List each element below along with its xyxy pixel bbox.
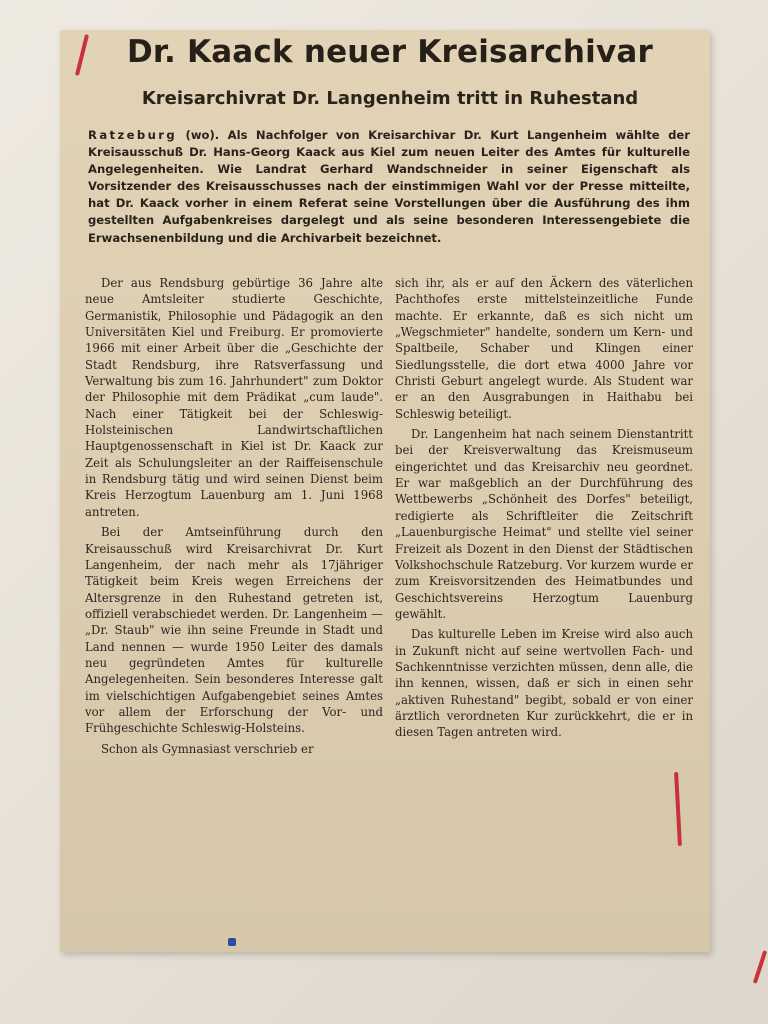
- paragraph: Das kulturelle Leben im Kreise wird also auch in Zukunft nicht auf seine wertvollen Fach- und Sachkenntnisse verzichten müssen, denn alle, die ihn kennen, wissen, daß er sich in einen sehr „aktiven Ruhestand" begibt, sobald er von einer ärztlich verordneten Kur zurückkehrt, die er in diesen Tagen antreten wird.: [395, 627, 693, 740]
- newspaper-clipping: [60, 30, 710, 952]
- blue-pen-mark: [228, 938, 236, 946]
- lead-paragraph: [88, 127, 690, 247]
- paragraph: Der aus Rendsburg gebürtige 36 Jahre alte neue Amtsleiter studierte Geschichte, Germanistik, Philosophie und Pädagogik an den Universitäten Kiel und Freiburg. Er promovierte 1966 mit einer Arbeit über die „Geschichte der Stadt Rendsburg, ihre Ratsverfassung und Verwaltung bis zum 16. Jahrhundert" zum Doktor der Philosophie mit dem Prädikat „cum laude". Nach einer Tätigkeit bei der Schleswig-Holsteinischen Landwirtschaftlichen Hauptgenossenschaft in Kiel ist Dr. Kaack zur Zeit als Schulungsleiter an der Raiffeisenschule in Rendsburg tätig und wird seinen Dienst beim Kreis Herzogtum Lauenburg am 1. Juni 1968 antreten.: [85, 276, 383, 519]
- paragraph: Bei der Amtseinführung durch den Kreisausschuß wird Kreisarchivrat Dr. Kurt Langenheim, der nach mehr als 17jähriger Tätigkeit beim Kreis wegen Erreichens der Altersgrenze in den Ruhestand getreten ist, offiziell verabschiedet werden. Dr. Langenheim — „Dr. Staub" wie ihn seine Freunde in Stadt und Land nennen — wurde 1950 Leiter des damals neu gegründeten Amtes für kulturelle Angelegenheiten. Sein besonderes Interesse galt im vielschichtigen Aufgabengebiet seines Amtes vor allem der Erforschung der Vor- und Frühgeschichte Schleswig-Holsteins.: [85, 525, 383, 736]
- dateline-place: Ratzeburg: [88, 128, 178, 142]
- lead-text: (wo). Als Nachfolger von Kreisarchivar Dr. Kurt Langenheim wählte der Kreisausschuß Dr. Hans-Georg Kaack aus Kiel zum neuen Leiter des Amtes für kulturelle Angelegenheiten. Wie Landrat Gerhard Wandschneider in seiner Eigenschaft als Vorsitzender des Kreisausschusses nach der einstimmigen Wahl vor der Presse mitteilte, hat Dr. Kaack vorher in einem Referat seine Vorstellungen über die Ausführung des ihm gestellten Aufgabenkreises dargelegt und als seine besonderen Interessengebiete die Erwachsenenbildung und die Archivarbeit bezeichnet.: [88, 128, 690, 245]
- subheadline: Kreisarchivrat Dr. Langenheim tritt in Ruhestand: [141, 88, 639, 109]
- paragraph: Schon als Gymnasiast verschrieb er: [101, 741, 314, 756]
- left-column: [85, 275, 383, 761]
- paragraph: Dr. Langenheim hat nach seinem Dienstantritt bei der Kreisverwaltung das Kreismuseum eingerichtet und das Kreisarchiv neu geordnet. Er war maßgeblich an der Durchführung des Wettbewerbs „Schönheit des Dorfes" beteiligt, redigierte als Schriftleiter die Zeitschrift „Lauenburgische Heimat" und stellte viel seiner Freizeit als Dozent in den Dienst der Städtischen Volkshochschule Ratzeburg. Vor kurzem wurde er zum Kreisvorsitzenden des Heimatbundes und Geschichtsvereins Herzogtum Lauenburg gewählt.: [395, 427, 693, 621]
- paragraph: sich ihr, als er auf den Äckern des väterlichen Pachthofes erste mittelsteinzeitliche Funde machte. Er erkannte, daß es sich nicht um „Wegschmieter" handelte, sondern um Kern- und Spaltbeile, Schaber und Klingen einer Siedlungsstelle, die dort etwa 4000 Jahre vor Christi Geburt angelegt wurde. Als Student war er an den Ausgrabungen in Haithabu bei Schleswig beteiligt.: [395, 276, 693, 421]
- headline: Dr. Kaack neuer Kreisarchivar: [127, 34, 653, 70]
- right-column: [395, 275, 693, 745]
